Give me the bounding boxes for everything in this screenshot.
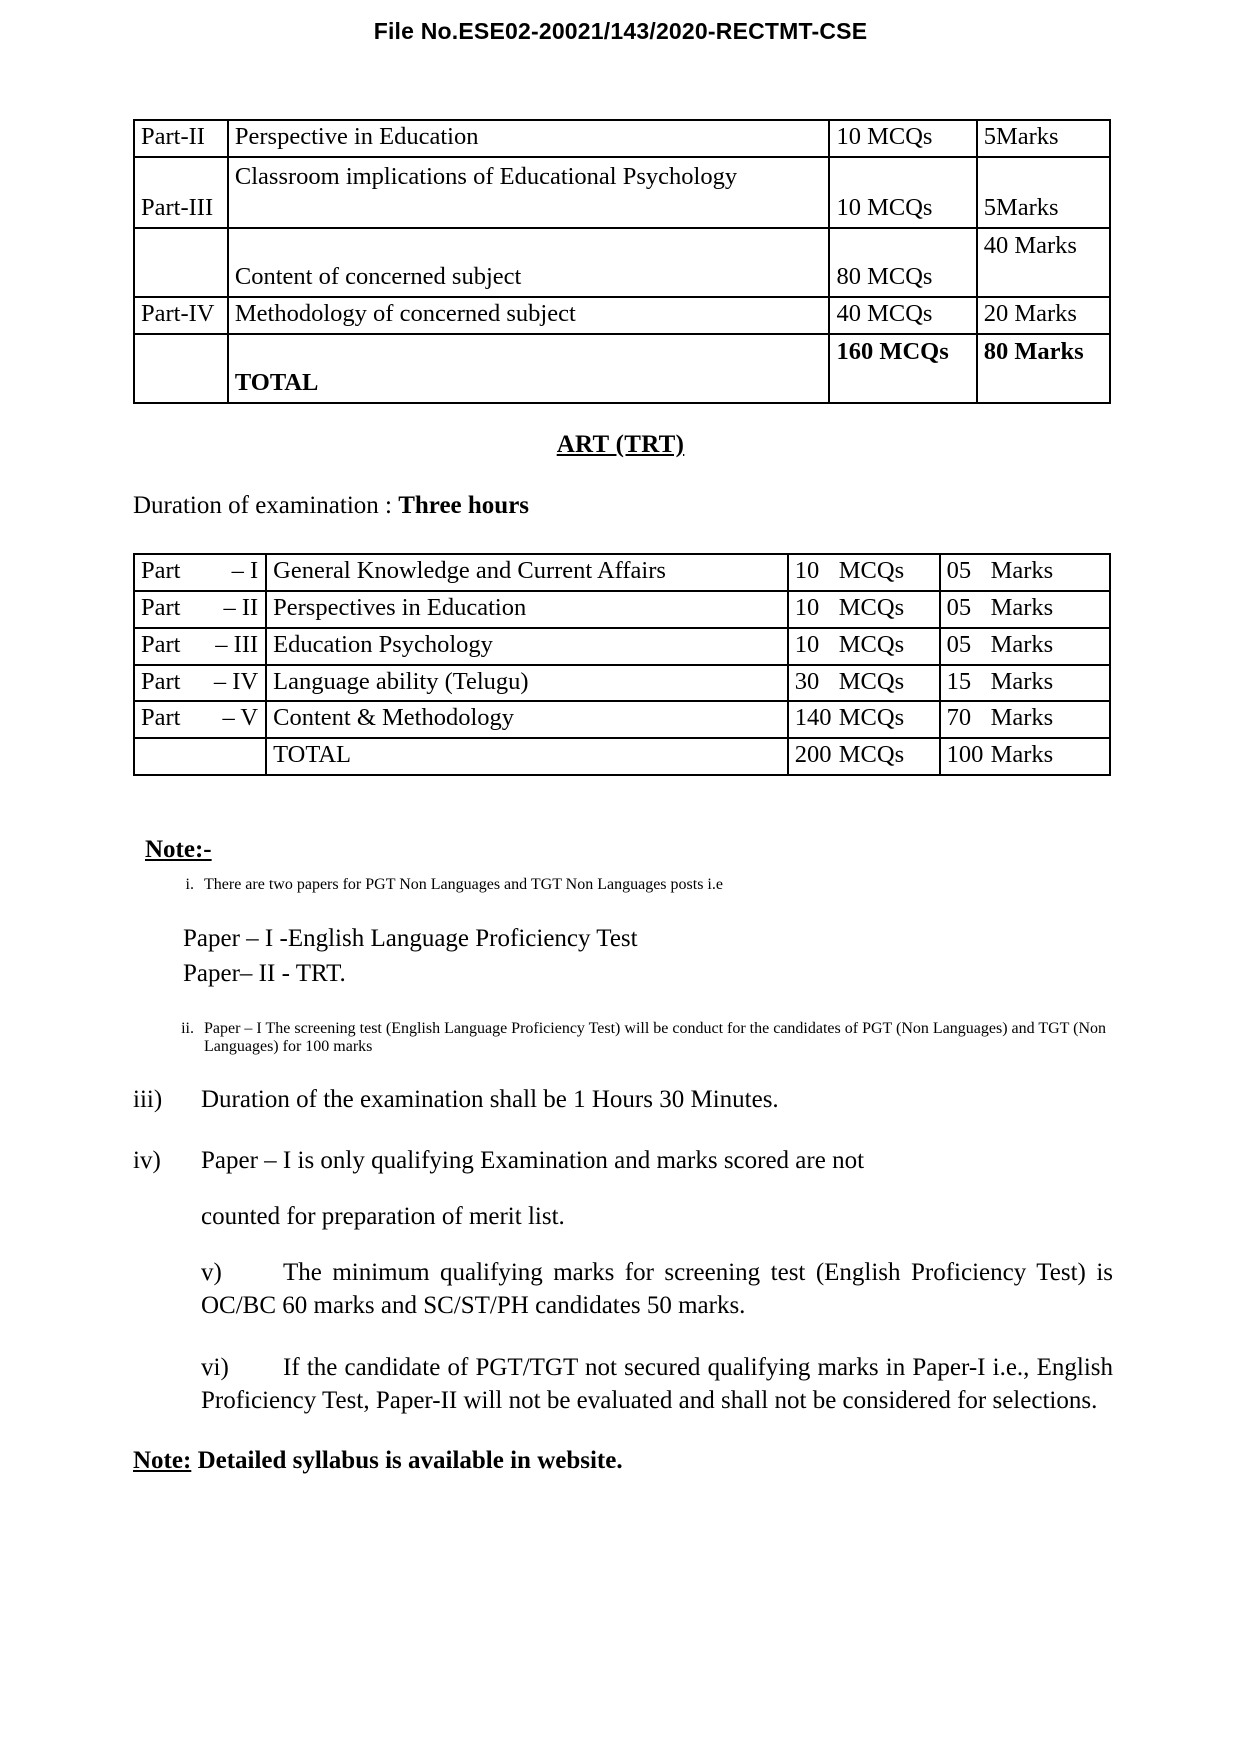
cell-marks-unit: Marks bbox=[990, 741, 1054, 769]
cell-subject: Content of concerned subject bbox=[228, 228, 830, 297]
cell-marks bbox=[940, 591, 1110, 628]
note-item-vi-text: If the candidate of PGT/TGT not secured qualifying marks in Paper-I i.e., English Proficiency Test, Paper-II will not be evaluated and shall not be considered for selections. bbox=[201, 1354, 1113, 1414]
cell-mcqs: 10 MCQs bbox=[829, 157, 976, 228]
cell-mcqs bbox=[788, 554, 940, 591]
cell-mcqs-total: 160 MCQs bbox=[829, 334, 976, 403]
cell-marks: 5Marks bbox=[977, 120, 1110, 157]
cell-part: Part-II bbox=[134, 120, 228, 157]
paper-1-line: Paper – I -English Language Proficiency Test bbox=[183, 925, 638, 953]
paper-2-line: Paper– II - TRT. bbox=[183, 959, 346, 987]
cell-marks-count: 15 bbox=[946, 667, 972, 695]
cell-mcqs bbox=[788, 665, 940, 702]
cell-marks-unit: Marks bbox=[990, 667, 1054, 695]
cell-subject: Classroom implications of Educational Psychology bbox=[228, 157, 830, 228]
note-item-ii-marker: ii. bbox=[181, 1020, 194, 1038]
cell-part bbox=[134, 665, 266, 702]
cell-mcqs bbox=[788, 701, 940, 738]
cell-part bbox=[134, 628, 266, 665]
art-trt-heading-text: ART (TRT) bbox=[556, 430, 685, 458]
final-note-label: Note: bbox=[133, 1447, 192, 1475]
final-note-period: . bbox=[616, 1447, 623, 1475]
cell-part bbox=[134, 738, 266, 775]
cell-subject: Perspective in Education bbox=[228, 120, 830, 157]
cell-mcqs-count: 10 bbox=[794, 630, 820, 658]
cell-marks: 20 Marks bbox=[977, 297, 1110, 334]
duration-label: Duration of examination : bbox=[133, 491, 399, 519]
cell-marks-unit: Marks bbox=[990, 630, 1054, 658]
cell-mcqs-unit: MCQs bbox=[838, 556, 905, 584]
note-item-vi-marker: vi) bbox=[201, 1354, 229, 1382]
cell-mcqs-count: 10 bbox=[794, 593, 820, 621]
note-item-iv-marker: iv) bbox=[133, 1146, 161, 1174]
note-item-v bbox=[0, 1257, 1241, 1322]
table-row bbox=[134, 591, 1110, 628]
cell-mcqs-count: 10 bbox=[794, 556, 820, 584]
cell-marks bbox=[940, 701, 1110, 738]
note-item-iv-text: Paper – I is only qualifying Examination and marks scored are not bbox=[201, 1146, 865, 1174]
table-row bbox=[134, 297, 1110, 334]
cell-subject: Language ability (Telugu) bbox=[266, 665, 788, 702]
cell-part bbox=[134, 334, 228, 403]
cell-marks-count: 05 bbox=[946, 556, 972, 584]
note-item-v-marker: v) bbox=[201, 1259, 222, 1287]
cell-subject: Content & Methodology bbox=[266, 701, 788, 738]
cell-mcqs-unit: MCQs bbox=[838, 741, 905, 769]
cell-mcqs bbox=[788, 628, 940, 665]
note-item-i bbox=[0, 876, 1241, 894]
note-item-iv bbox=[0, 1145, 1241, 1178]
duration-line bbox=[0, 492, 1241, 520]
cell-mcqs: 10 MCQs bbox=[829, 120, 976, 157]
cell-marks bbox=[940, 628, 1110, 665]
note-item-iii-text: Duration of the examination shall be 1 Hours 30 Minutes. bbox=[201, 1086, 779, 1114]
cell-subject-total: TOTAL bbox=[266, 738, 788, 775]
note-item-i-marker: i. bbox=[185, 876, 194, 894]
cell-part-word: Part bbox=[141, 704, 181, 732]
cell-part-word: Part bbox=[141, 593, 181, 621]
cell-part-num: – II bbox=[223, 593, 259, 621]
exam-structure-table-wrapper bbox=[0, 119, 1241, 404]
cell-part bbox=[134, 701, 266, 738]
cell-mcqs: 80 MCQs bbox=[829, 228, 976, 297]
note-item-iii bbox=[0, 1084, 1241, 1117]
cell-marks-unit: Marks bbox=[990, 556, 1054, 584]
cell-marks-count: 70 bbox=[946, 704, 972, 732]
note-item-ii bbox=[0, 1020, 1241, 1056]
cell-subject: Methodology of concerned subject bbox=[228, 297, 830, 334]
cell-mcqs-unit: MCQs bbox=[838, 630, 905, 658]
cell-part-num: – V bbox=[222, 704, 259, 732]
note-item-vi bbox=[0, 1352, 1241, 1417]
table-row bbox=[134, 701, 1110, 738]
cell-mcqs bbox=[788, 591, 940, 628]
cell-part-word: Part bbox=[141, 667, 181, 695]
cell-marks: 40 Marks bbox=[977, 228, 1110, 297]
note-item-iv-continuation: counted for preparation of merit list. bbox=[201, 1203, 565, 1231]
exam-structure-table bbox=[133, 119, 1111, 404]
table-row bbox=[134, 228, 1110, 297]
cell-part-num: – I bbox=[231, 556, 259, 584]
cell-marks-unit: Marks bbox=[990, 593, 1054, 621]
cell-part bbox=[134, 554, 266, 591]
cell-marks-unit: Marks bbox=[990, 704, 1054, 732]
cell-mcqs-total bbox=[788, 738, 940, 775]
cell-mcqs-unit: MCQs bbox=[838, 704, 905, 732]
cell-marks-count: 05 bbox=[946, 593, 972, 621]
cell-mcqs: 40 MCQs bbox=[829, 297, 976, 334]
cell-subject: Education Psychology bbox=[266, 628, 788, 665]
cell-part-num: – IV bbox=[213, 667, 259, 695]
table-row-total bbox=[134, 738, 1110, 775]
note-item-i-text: There are two papers for PGT Non Languages and TGT Non Languages posts i.e bbox=[204, 876, 723, 894]
duration-value: Three hours bbox=[398, 491, 530, 519]
final-note-text: Detailed syllabus is available in website bbox=[191, 1447, 617, 1475]
art-trt-heading bbox=[0, 431, 1241, 459]
cell-part-num: – III bbox=[215, 630, 259, 658]
cell-part-word: Part bbox=[141, 556, 181, 584]
cell-part: Part-IV bbox=[134, 297, 228, 334]
cell-mcqs-count: 30 bbox=[794, 667, 820, 695]
cell-marks-total bbox=[940, 738, 1110, 775]
cell-subject: Perspectives in Education bbox=[266, 591, 788, 628]
note-item-ii-text: Paper – I The screening test (English Language Proficiency Test) will be conduct for the candidates of PGT (Non Languages) and TGT (Non Languages) for 100 marks bbox=[204, 1020, 1107, 1056]
note-item-v-text: The minimum qualifying marks for screening test (English Proficiency Test) is OC/BC 60 marks and SC/ST/PH candidates 50 marks. bbox=[201, 1259, 1113, 1319]
note-item-iii-marker: iii) bbox=[133, 1086, 163, 1114]
note-heading bbox=[0, 836, 1241, 864]
cell-marks bbox=[940, 665, 1110, 702]
cell-marks-total: 80 Marks bbox=[977, 334, 1110, 403]
table-row bbox=[134, 120, 1110, 157]
file-number-header: File No.ESE02-20021/143/2020-RECTMT-CSE bbox=[373, 18, 868, 44]
cell-part-word: Part bbox=[141, 630, 181, 658]
table-row bbox=[134, 628, 1110, 665]
cell-mcqs-unit: MCQs bbox=[838, 667, 905, 695]
cell-subject: General Knowledge and Current Affairs bbox=[266, 554, 788, 591]
cell-mcqs-count: 200 bbox=[794, 741, 832, 769]
cell-marks-count: 05 bbox=[946, 630, 972, 658]
cell-part: Part-III bbox=[134, 157, 228, 228]
cell-marks bbox=[940, 554, 1110, 591]
table-row bbox=[134, 554, 1110, 591]
art-structure-table bbox=[133, 553, 1111, 776]
cell-part bbox=[134, 591, 266, 628]
paper-list bbox=[0, 923, 1241, 990]
cell-mcqs-count: 140 bbox=[794, 704, 832, 732]
table-row bbox=[134, 665, 1110, 702]
art-structure-table-wrapper bbox=[0, 553, 1241, 776]
cell-marks-count: 100 bbox=[946, 741, 984, 769]
cell-subject-total: TOTAL bbox=[228, 334, 830, 403]
cell-mcqs-unit: MCQs bbox=[838, 593, 905, 621]
final-note bbox=[0, 1447, 1241, 1475]
cell-marks: 5Marks bbox=[977, 157, 1110, 228]
table-row bbox=[134, 157, 1110, 228]
note-heading-text: Note:- bbox=[145, 836, 212, 864]
table-row-total bbox=[134, 334, 1110, 403]
cell-part bbox=[134, 228, 228, 297]
